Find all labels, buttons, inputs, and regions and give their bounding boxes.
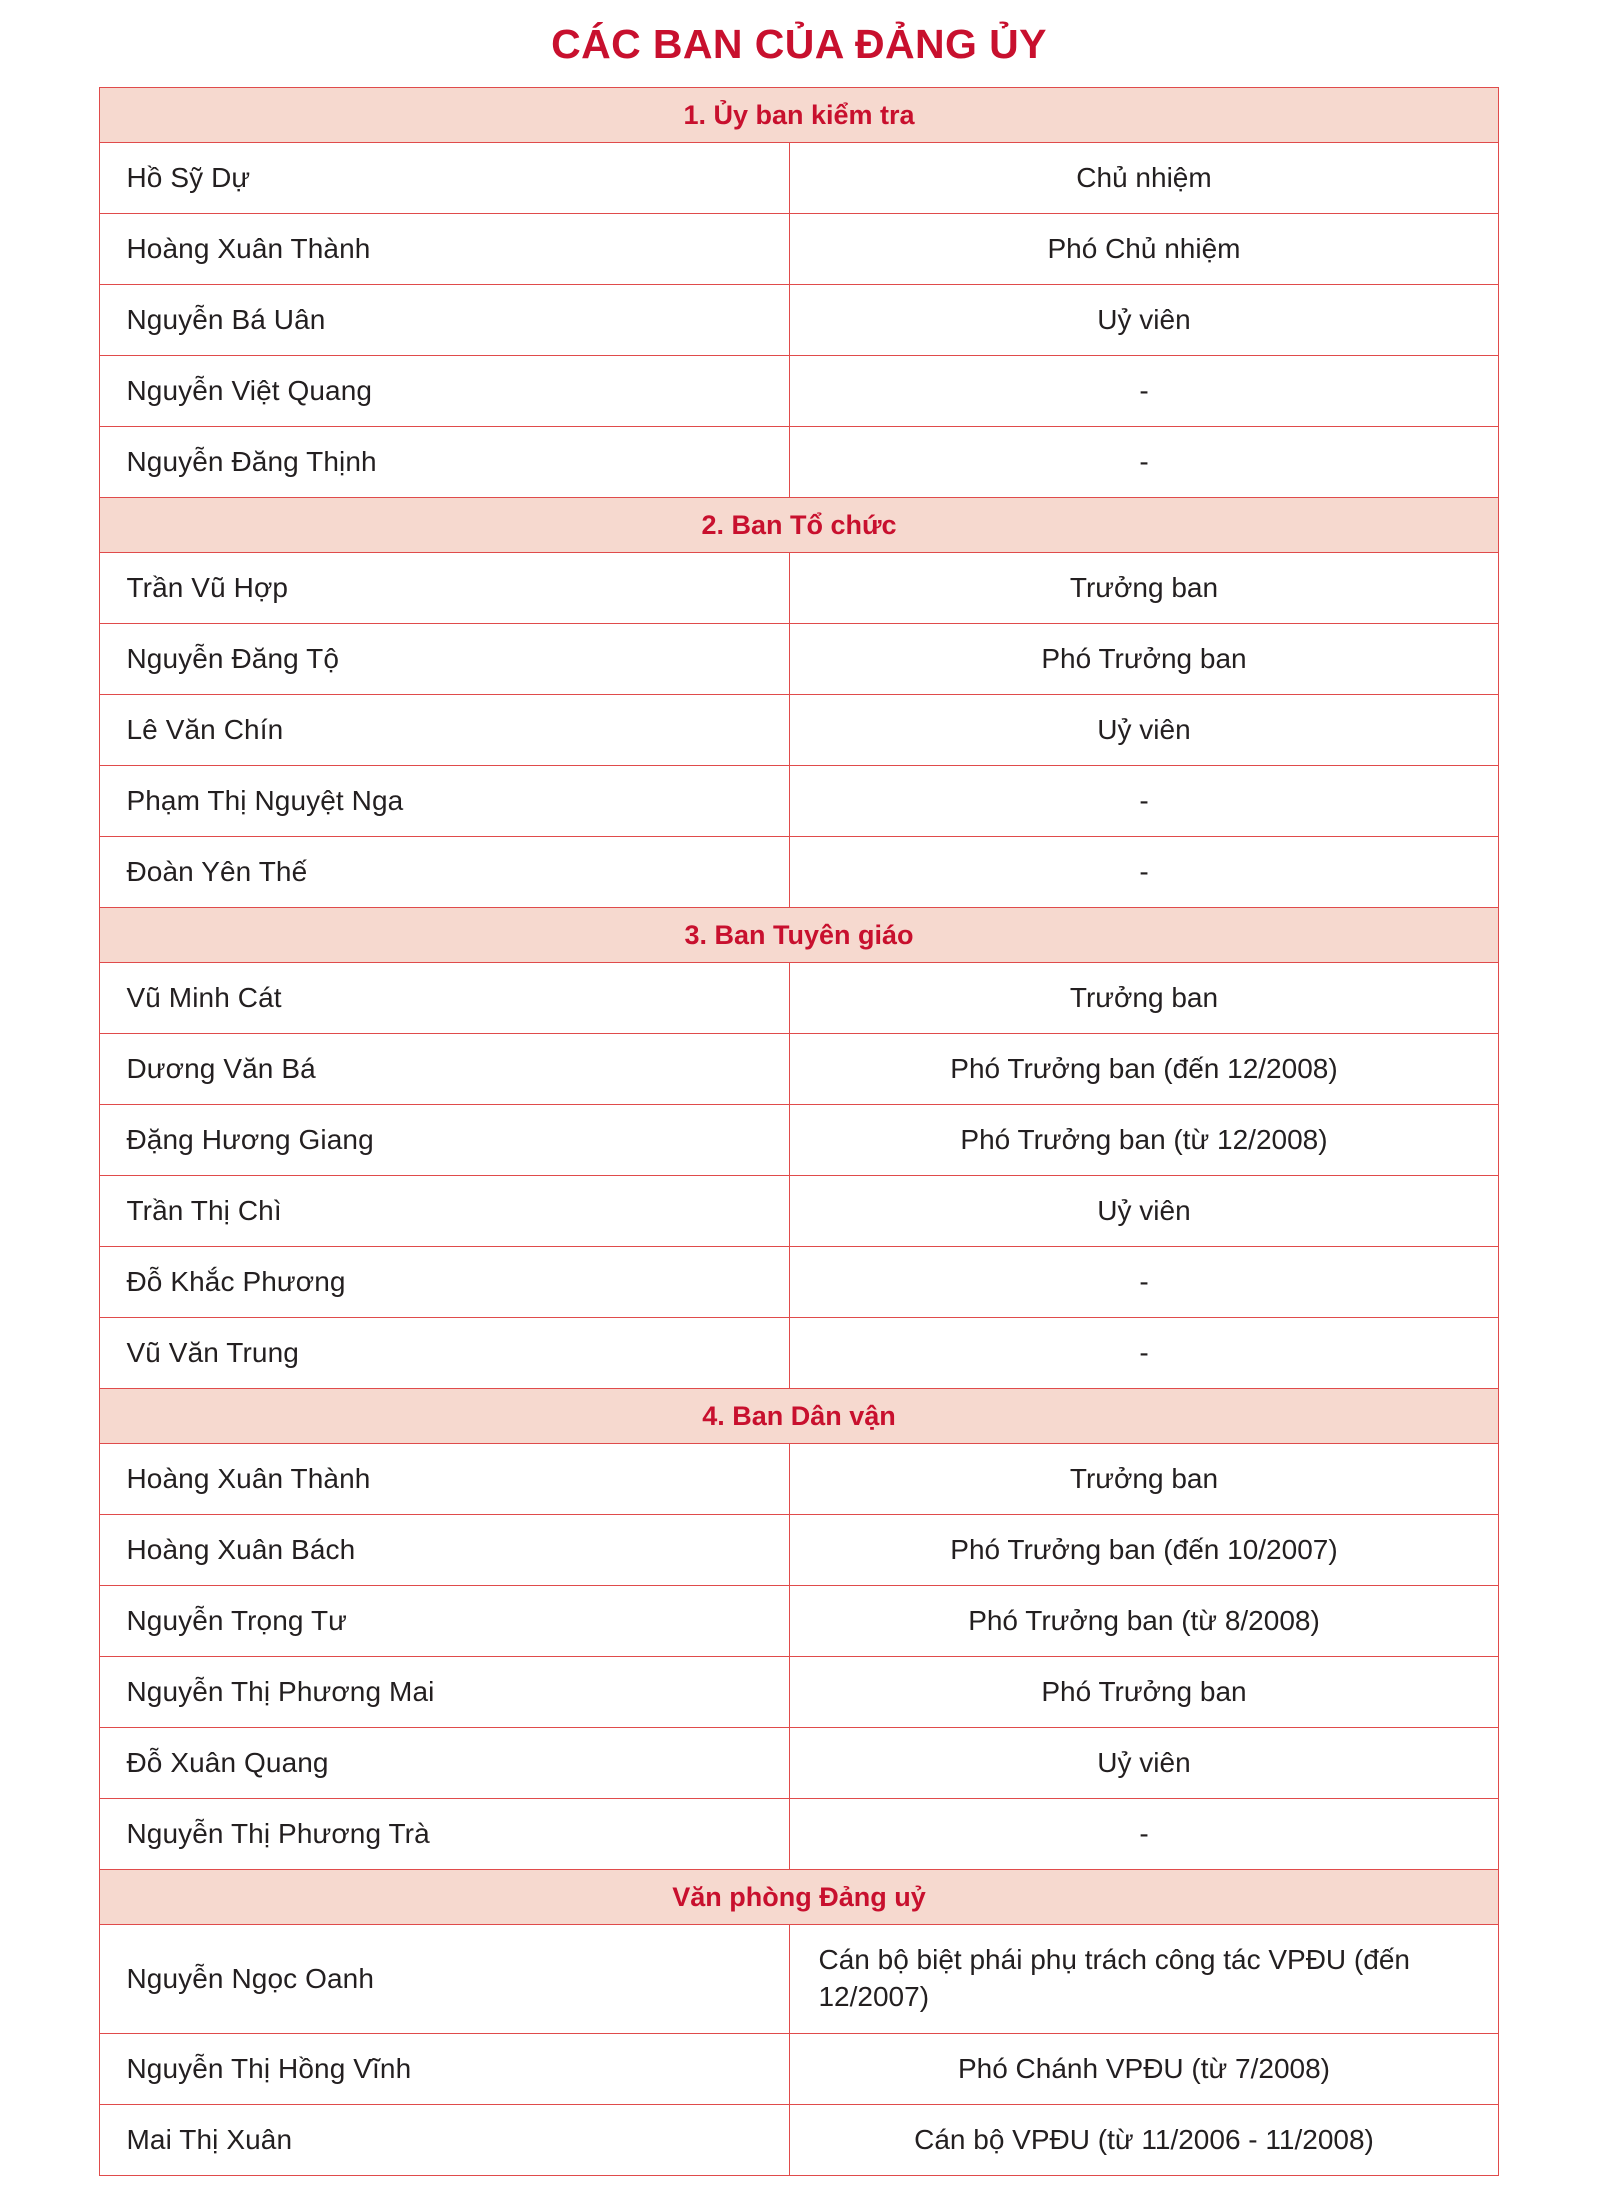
member-role: Cán bộ VPĐU (từ 11/2006 - 11/2008) (790, 2105, 1498, 2176)
section-heading: 1. Ủy ban kiểm tra (100, 88, 1498, 143)
table-row (100, 285, 1498, 356)
page-title: CÁC BAN CỦA ĐẢNG ỦY (551, 21, 1047, 67)
table-row (100, 1925, 1498, 2034)
member-role: Uỷ viên (790, 285, 1498, 356)
member-role: Trưởng ban (790, 1444, 1498, 1515)
committees-table (99, 87, 1498, 2176)
member-role: Phó Trưởng ban (từ 8/2008) (790, 1586, 1498, 1657)
member-name: Hoàng Xuân Thành (100, 214, 790, 285)
table-row (100, 553, 1498, 624)
member-role: Phó Trưởng ban (790, 624, 1498, 695)
member-name: Đỗ Khắc Phương (100, 1247, 790, 1318)
table-row (100, 695, 1498, 766)
table-row (100, 1657, 1498, 1728)
member-name: Mai Thị Xuân (100, 2105, 790, 2176)
table-row (100, 1176, 1498, 1247)
member-role: Phó Trưởng ban (790, 1657, 1498, 1728)
table-row (100, 427, 1498, 498)
table-row (100, 963, 1498, 1034)
member-name: Nguyễn Trọng Tư (100, 1586, 790, 1657)
member-role: - (790, 1318, 1498, 1389)
member-name: Phạm Thị Nguyệt Nga (100, 766, 790, 837)
table-row (100, 766, 1498, 837)
member-name: Đỗ Xuân Quang (100, 1728, 790, 1799)
table-row (100, 2105, 1498, 2176)
member-name: Dương Văn Bá (100, 1034, 790, 1105)
member-role: Trưởng ban (790, 553, 1498, 624)
member-name: Nguyễn Thị Hồng Vĩnh (100, 2034, 790, 2105)
member-name: Trần Vũ Hợp (100, 553, 790, 624)
member-role: Phó Chánh VPĐU (từ 7/2008) (790, 2034, 1498, 2105)
section-header-row (100, 1870, 1498, 1925)
table-row (100, 1034, 1498, 1105)
table-row (100, 1728, 1498, 1799)
table-row (100, 356, 1498, 427)
bottom-spacer (0, 2176, 1598, 2198)
section-heading: Văn phòng Đảng uỷ (100, 1870, 1498, 1925)
member-name: Vũ Văn Trung (100, 1318, 790, 1389)
member-role: Phó Trưởng ban (từ 12/2008) (790, 1105, 1498, 1176)
table-row (100, 1444, 1498, 1515)
member-role: - (790, 1247, 1498, 1318)
member-role: - (790, 837, 1498, 908)
member-role: Phó Trưởng ban (đến 12/2008) (790, 1034, 1498, 1105)
member-role: Uỷ viên (790, 1176, 1498, 1247)
member-name: Nguyễn Thị Phương Trà (100, 1799, 790, 1870)
section-header-row (100, 908, 1498, 963)
member-name: Nguyễn Đăng Thịnh (100, 427, 790, 498)
table-row (100, 1515, 1498, 1586)
member-name: Hoàng Xuân Thành (100, 1444, 790, 1515)
table-row (100, 1247, 1498, 1318)
member-role: - (790, 356, 1498, 427)
table-row (100, 1799, 1498, 1870)
section-header-row (100, 88, 1498, 143)
member-name: Lê Văn Chín (100, 695, 790, 766)
section-heading: 2. Ban Tổ chức (100, 498, 1498, 553)
member-role: - (790, 427, 1498, 498)
member-name: Nguyễn Việt Quang (100, 356, 790, 427)
table-row (100, 1586, 1498, 1657)
member-role: Trưởng ban (790, 963, 1498, 1034)
section-header-row (100, 1389, 1498, 1444)
member-role: - (790, 1799, 1498, 1870)
member-role: Uỷ viên (790, 1728, 1498, 1799)
table-row (100, 1318, 1498, 1389)
table-row (100, 143, 1498, 214)
section-heading: 3. Ban Tuyên giáo (100, 908, 1498, 963)
member-role: Cán bộ biệt phái phụ trách công tác VPĐU (đến 12/2007) (790, 1925, 1498, 2034)
table-row (100, 1105, 1498, 1176)
table-row (100, 624, 1498, 695)
member-name: Nguyễn Thị Phương Mai (100, 1657, 790, 1728)
member-role: Uỷ viên (790, 695, 1498, 766)
member-role: Phó Chủ nhiệm (790, 214, 1498, 285)
member-name: Đặng Hương Giang (100, 1105, 790, 1176)
member-name: Hồ Sỹ Dự (100, 143, 790, 214)
member-name: Nguyễn Bá Uân (100, 285, 790, 356)
table-row (100, 837, 1498, 908)
member-name: Vũ Minh Cát (100, 963, 790, 1034)
member-role: Chủ nhiệm (790, 143, 1498, 214)
section-header-row (100, 498, 1498, 553)
table-body (100, 88, 1498, 2176)
section-heading: 4. Ban Dân vận (100, 1389, 1498, 1444)
member-name: Trần Thị Chì (100, 1176, 790, 1247)
member-name: Nguyễn Ngọc Oanh (100, 1925, 790, 2034)
table-row (100, 214, 1498, 285)
member-role: - (790, 766, 1498, 837)
member-name: Nguyễn Đăng Tộ (100, 624, 790, 695)
member-role: Phó Trưởng ban (đến 10/2007) (790, 1515, 1498, 1586)
member-name: Đoàn Yên Thế (100, 837, 790, 908)
table-row (100, 2034, 1498, 2105)
member-name: Hoàng Xuân Bách (100, 1515, 790, 1586)
